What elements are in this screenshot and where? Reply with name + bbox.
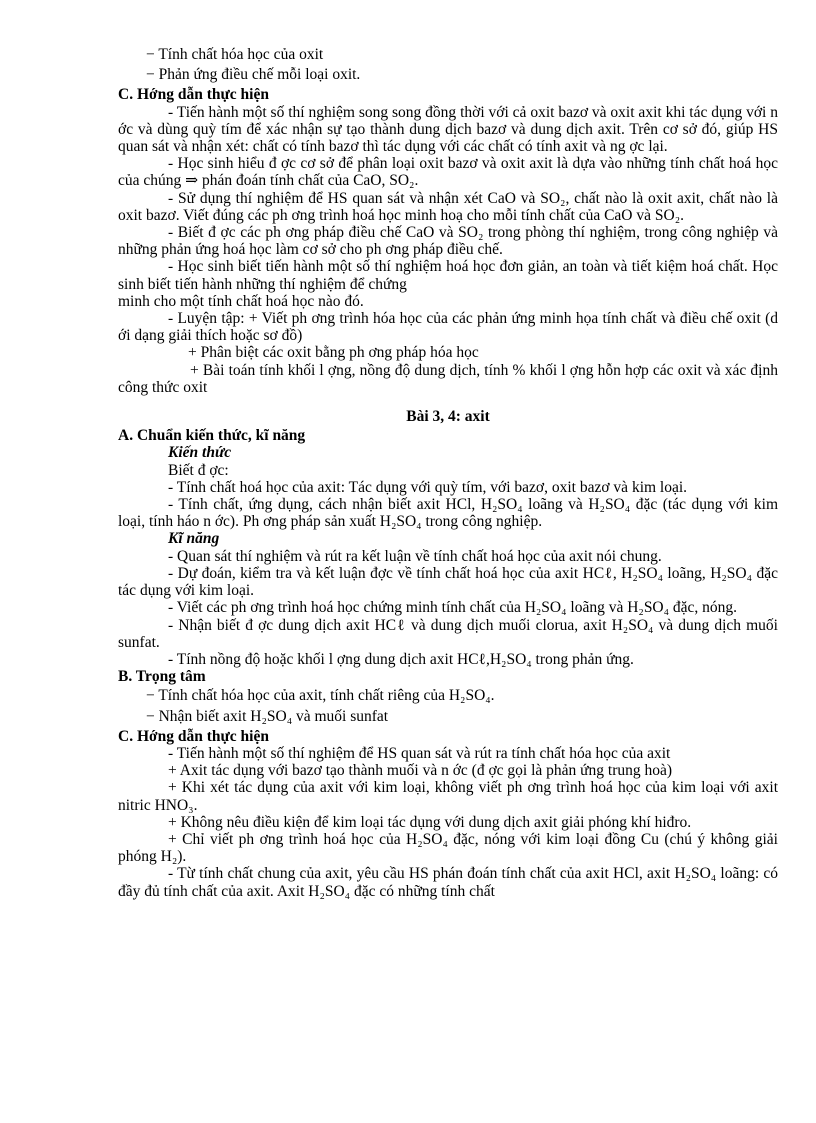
document-page <box>118 44 778 900</box>
lesson-title: Bài 3, 4: axit <box>406 408 490 426</box>
practice-paragraph: - Luyện tập: + Viết ph ơng trình hóa học của các phản ứng minh họa tính chất và điều chế oxit (d ới dạng giải thích hoặc sơ đồ) <box>118 310 778 345</box>
paragraph: - Viết các ph ơng trình hoá học chứng minh tính chất của H₂SO₄ loãng và H₂SO₄ đặc, nóng. <box>168 599 738 617</box>
paragraph: - Từ tính chất chung của axit, yêu cầu HS phán đoán tính chất của axit HCl, axit H₂SO₄ loãng: có đầy đủ tính chất của axit. Axit H₂SO₄ đặc có những tính chất <box>118 865 778 900</box>
paragraph: - Học sinh hiểu đ ợc cơ sở để phân loại oxit bazơ và oxit axit là dựa vào những tính chất hoá học của chúng ⇒ phán đoán tính chất của CaO, SO₂. <box>118 155 778 190</box>
paragraph: - Tiến hành một số thí nghiệm song song đồng thời với cả oxit bazơ và oxit axit khi tác dụng với n ớc và dùng quỳ tím để xác nhận sự tạo thành dung dịch bazơ và dung dịch axit. Trên cơ sở đó, giúp HS quan sát và nhận xét: chất có tính bazơ thì tác dụng với các chất có tính axit và ng ợc lại. <box>118 103 778 156</box>
bullet-focus: − Tính chất hóa học của axit, tính chất riêng của H₂SO₄. <box>146 687 495 705</box>
bullet-oxit-properties: − Tính chất hóa học của oxit <box>146 46 324 63</box>
heading-b-focus: B. Trọng tâm <box>118 668 206 686</box>
practice-item: + Bài toán tính khối l ợng, nồng độ dung dịch, tính % khối l ợng hỗn hợp các oxit và xác định công thức oxit <box>118 361 778 396</box>
paragraph: - Tính nồng độ hoặc khối l ợng dung dịch axit HCℓ,H₂SO₄ trong phản ứng. <box>168 650 634 668</box>
paragraph: - Dự đoán, kiểm tra và kết luận đợc về tính chất hoá học của axit HCℓ, H₂SO₄ loãng, H₂SO₄ đặc tác dụng với kim loại. <box>118 564 778 600</box>
bullet-oxit-reactions: − Phản ứng điều chế mỗi loại oxit. <box>146 66 361 84</box>
paragraph: + Không nêu điều kiện để kim loại tác dụng với dung dịch axit giải phóng khí hiđro. <box>168 813 692 831</box>
heading-a-standards: A. Chuẩn kiến thức, kĩ năng <box>118 427 306 445</box>
paragraph: - Biết đ ợc các ph ơng pháp điều chế CaO và SO₂ trong phòng thí nghiệm, trong công nghiệp và những phản ứng hoá học làm cơ sở cho ph ơng pháp điều chế. <box>118 224 778 259</box>
paragraph: + Khi xét tác dụng của axit với kim loại, không viết ph ơng trình hoá học của kim loại với axit nitric HNO₃. <box>118 779 778 814</box>
paragraph: - Nhận biết đ ợc dung dịch axit HCℓ và dung dịch muối clorua, axit H₂SO₄ và dung dịch muối sunfat. <box>118 616 778 651</box>
paragraph: - Học sinh biết tiến hành một số thí nghiệm hoá học đơn giản, an toàn và tiết kiệm hoá chất. Học sinh biết tiến hành những thí nghiệm để chứng <box>118 258 778 293</box>
know-label: Biết đ ợc: <box>168 461 229 479</box>
paragraph: - Sử dụng thí nghiệm để HS quan sát và nhận xét CaO và SO₂, chất nào là oxit axit, chất nào là oxit bazơ. Viết đúng các ph ơng trình hoá học minh hoạ cho mỗi tính chất của CaO và SO₂. <box>118 189 778 224</box>
heading-c-guidance: C. Hớng dẫn thực hiện <box>118 727 269 745</box>
practice-item: + Phân biệt các oxit bằng ph ơng pháp hóa học <box>188 344 479 362</box>
bullet-focus: − Nhận biết axit H₂SO₄ và muối sunfat <box>146 707 389 725</box>
paragraph: + Chỉ viết ph ơng trình hoá học của H₂SO₄ đặc, nóng với kim loại đồng Cu (chú ý không giải phóng H₂). <box>118 830 778 866</box>
paragraph: - Quan sát thí nghiệm và rút ra kết luận về tính chất hoá học của axit nói chung. <box>168 547 662 565</box>
subheading-skills: Kĩ năng <box>168 530 220 548</box>
paragraph: - Tính chất, ứng dụng, cách nhận biết axit HCl, H₂SO₄ loãng và H₂SO₄ đặc (tác dụng với kim loại, tính háo n ớc). Ph ơng pháp sản xuất H₂SO₄ trong công nghiệp. <box>118 496 778 531</box>
heading-c-guidance: C. Hớng dẫn thực hiện <box>118 86 269 104</box>
subheading-knowledge: Kiến thức <box>168 444 232 462</box>
paragraph: + Axit tác dụng với bazơ tạo thành muối và n ớc (đ ợc gọi là phản ứng trung hoà) <box>168 762 673 780</box>
paragraph: - Tính chất hoá học của axit: Tác dụng với quỳ tím, với bazơ, oxit bazơ và kim loại. <box>168 478 688 496</box>
paragraph: - Tiến hành một số thí nghiệm để HS quan sát và rút ra tính chất hóa học của axit <box>168 744 671 762</box>
paragraph-continuation: minh cho một tính chất hoá học nào đó. <box>118 292 364 310</box>
